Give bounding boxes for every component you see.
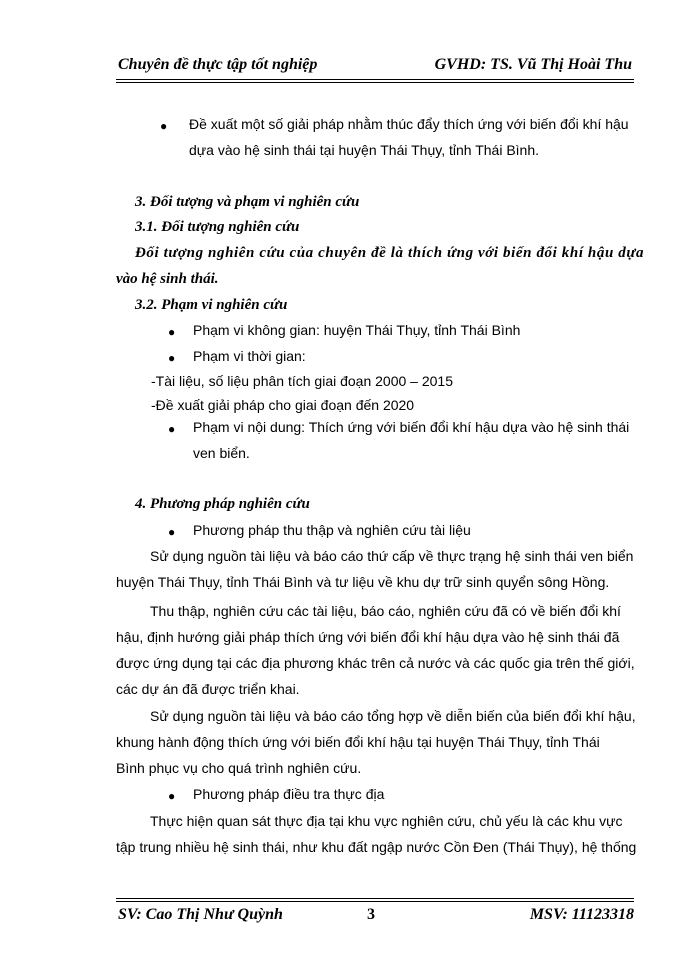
paragraph-line: được ứng dụng tại các địa phương khác trên cả nước và các quốc gia trên thế giới, [116,655,635,671]
paragraph-line: hậu, định hướng giải pháp thích ứng với biến đổi khí hậu dựa vào hệ sinh thái đã [116,629,620,645]
bullet-icon: ● [168,789,176,803]
header-title: Chuyên đề thực tập tốt nghiệp [118,56,318,73]
scope-space-text: Phạm vi không gian: huyện Thái Thụy, tỉnh Thái Bình [193,322,521,338]
bullet-icon: ● [168,525,176,539]
paragraph-line: Sử dụng nguồn tài liệu và báo cáo thứ cấp về thực trạng hệ sinh thái ven biển [150,548,634,564]
section-3-1-text-cont: vào hệ sinh thái. [116,271,219,287]
method-2-text: Phương pháp điều tra thực địa [193,786,385,802]
scope-content-text-cont: ven biển. [193,445,250,461]
scope-time-text: Phạm vi thời gian: [193,348,306,364]
footer-student-id: MSV: 11123318 [529,906,634,923]
section-3-1-text: Đối tượng nghiên cứu của chuyên đề là thích ứng với biến đổi khí hậu dựa [135,245,645,261]
footer-rule [116,898,634,902]
bullet-icon: ● [168,351,176,365]
bullet-text: Đề xuất một số giải pháp nhằm thúc đẩy thích ứng với biến đổi khí hậu [189,116,629,132]
header-supervisor: GVHD: TS. Vũ Thị Hoài Thu [434,56,632,73]
bullet-icon: ● [168,325,176,339]
page-number: 3 [367,906,375,923]
paragraph-line: Thực hiện quan sát thực địa tại khu vực nghiên cứu, chủ yếu là các khu vực [150,813,623,829]
section-3-heading: 3. Đối tượng và phạm vi nghiên cứu [135,194,360,210]
paragraph-line: Sử dụng nguồn tài liệu và báo cáo tổng hợp về diễn biến của biến đổi khí hậu, [150,708,636,724]
header-rule [116,79,634,83]
paragraph-line: huyện Thái Thụy, tỉnh Thái Bình và tư liệu về khu dự trữ sinh quyển sông Hồng. [116,574,610,590]
scope-content-text: Phạm vi nội dung: Thích ứng với biến đổi khí hậu dựa vào hệ sinh thái [193,419,630,435]
time-item-1: -Tài liệu, số liệu phân tích giai đoạn 2000 – 2015 [151,373,453,389]
footer-student: SV: Cao Thị Như Quỳnh [118,906,283,923]
paragraph-line: Bình phục vụ cho quá trình nghiên cứu. [116,760,362,776]
method-1-text: Phương pháp thu thập và nghiên cứu tài liệu [193,522,471,538]
time-item-2: -Đề xuất giải pháp cho giai đoạn đến 2020 [151,397,415,413]
paragraph-line: tập trung nhiều hệ sinh thái, như khu đất ngập nước Cồn Đen (Thái Thụy), hệ thống [116,839,637,855]
paragraph-line: Thu thập, nghiên cứu các tài liệu, báo cáo, nghiên cứu đã có về biến đổi khí [150,603,621,619]
paragraph-line: khung hành động thích ứng với biến đổi khí hậu tại huyện Thái Thụy, tỉnh Thái [116,734,600,750]
section-4-heading: 4. Phương pháp nghiên cứu [135,496,310,512]
bullet-text-cont: dựa vào hệ sinh thái tại huyện Thái Thụy, tỉnh Thái Bình. [189,142,540,158]
bullet-icon: ● [160,119,168,133]
section-3-2-heading: 3.2. Phạm vi nghiên cứu [135,297,288,313]
paragraph-line: các dự án đã được triển khai. [116,681,300,697]
bullet-icon: ● [168,422,176,436]
section-3-1-heading: 3.1. Đối tượng nghiên cứu [135,219,300,235]
